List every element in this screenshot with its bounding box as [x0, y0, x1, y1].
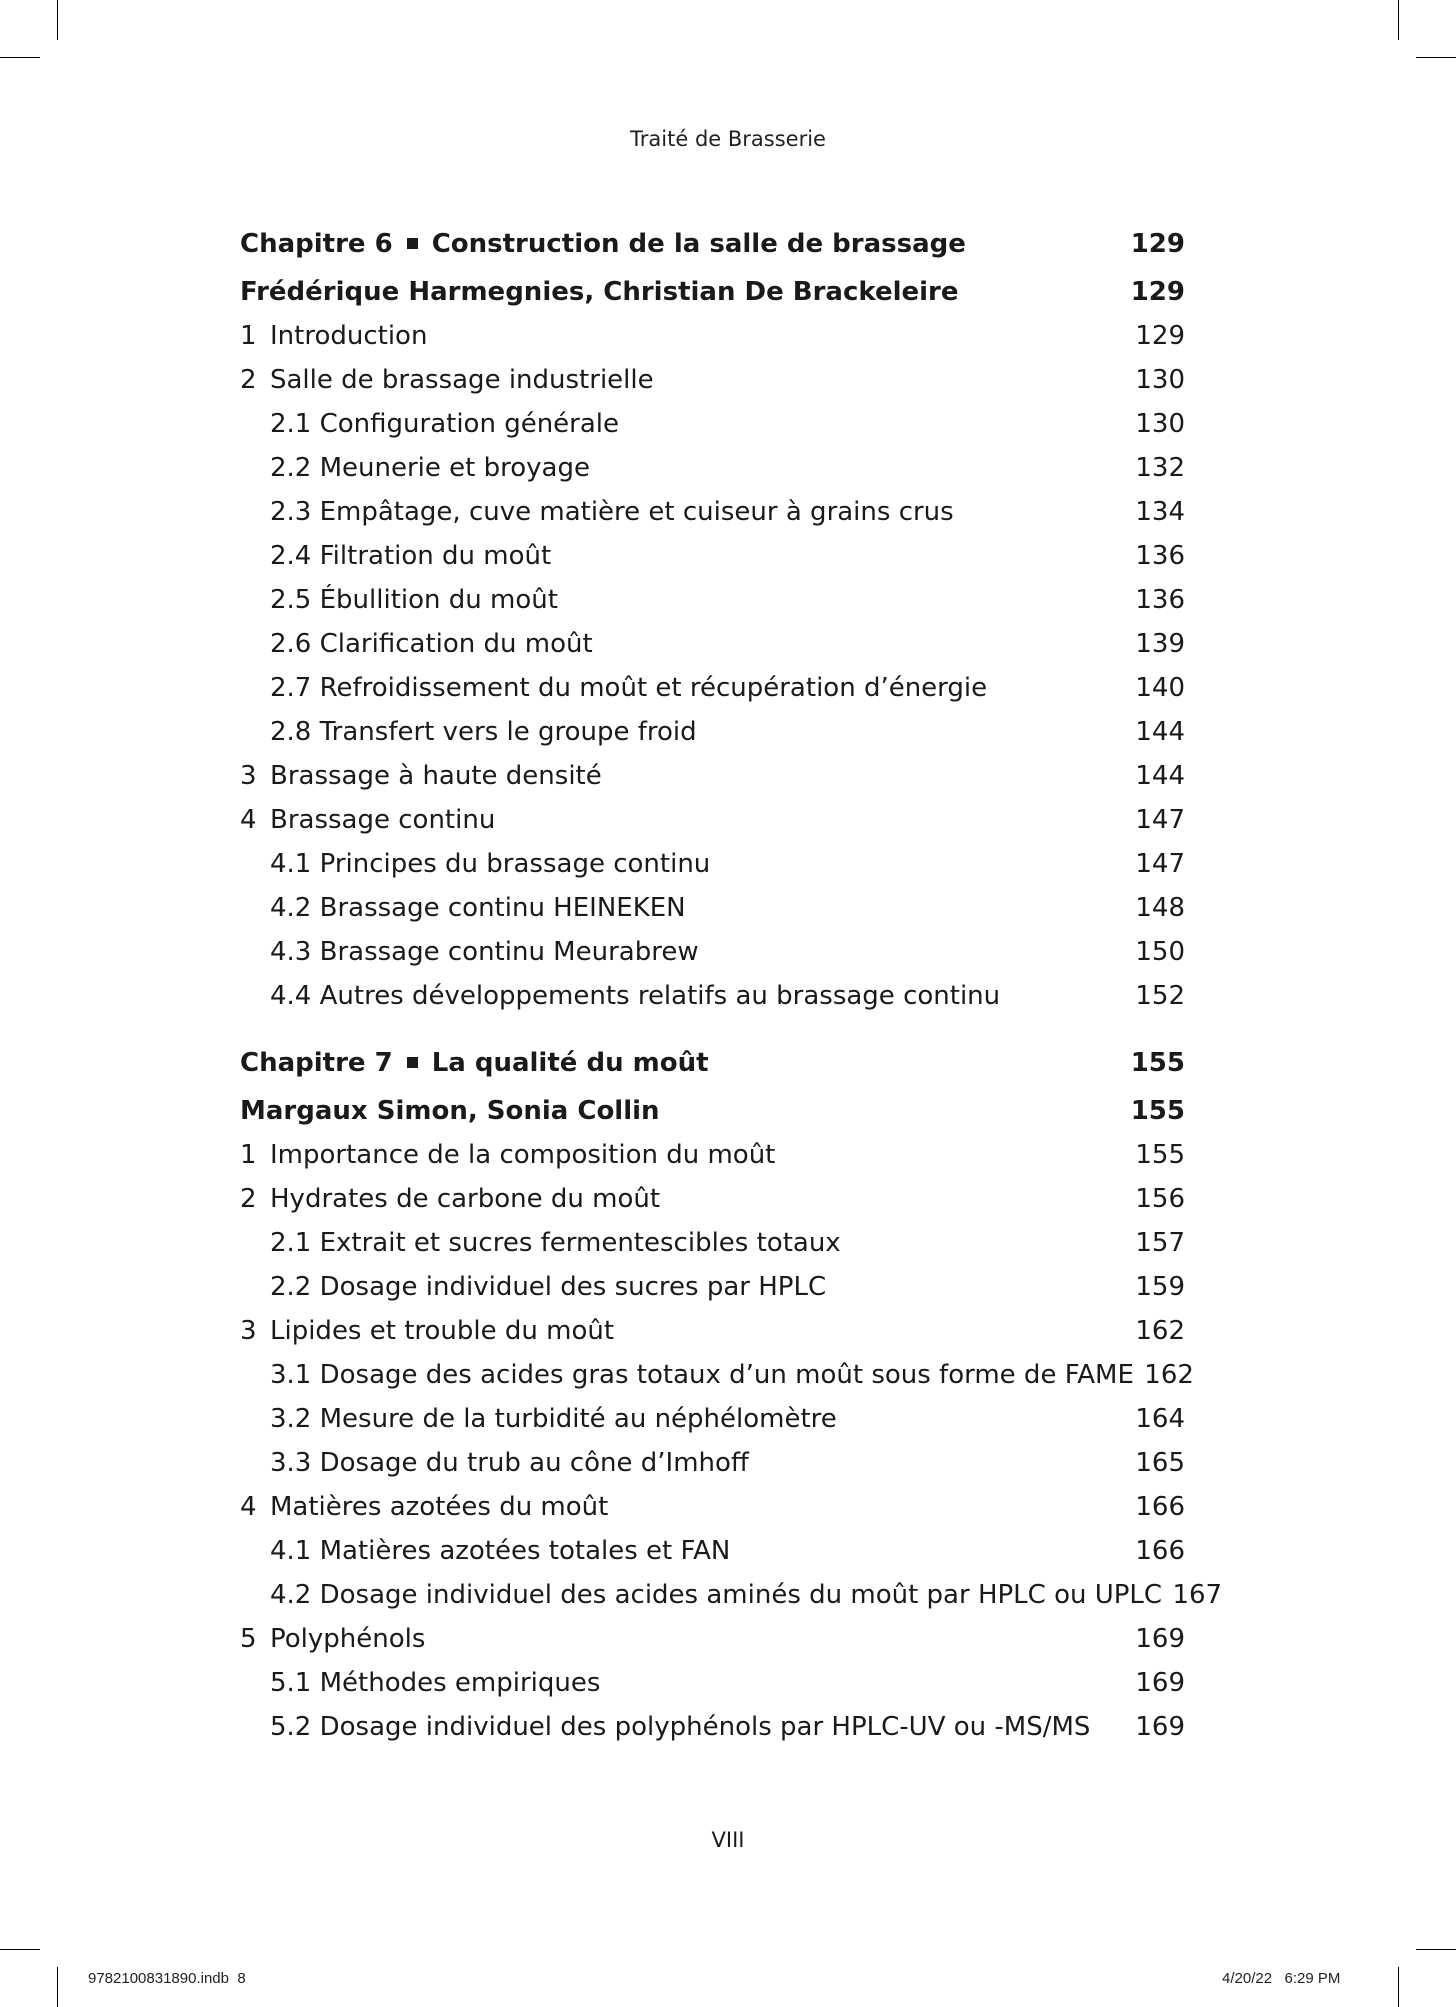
square-bullet-icon [407, 1057, 418, 1068]
toc-entry[interactable] [240, 360, 1185, 400]
entry-title: 4.2 Brassage continu HEINEKEN [270, 893, 686, 923]
entry-title: Introduction [270, 321, 428, 351]
slug-file [88, 1970, 246, 1987]
toc-entry[interactable] [240, 536, 1185, 576]
section-number: 5 [240, 1624, 257, 1654]
toc-entry[interactable] [240, 668, 1185, 708]
page-number: 155 [1130, 1048, 1185, 1078]
page-number: 148 [1135, 893, 1185, 923]
entry-title: 2.1 Extrait et sucres fermentescibles totaux [270, 1228, 841, 1258]
page-number: 150 [1135, 937, 1185, 967]
chapter-authors [240, 272, 1185, 312]
page-number: 157 [1135, 1228, 1185, 1258]
entry-title: Importance de la composition du moût [270, 1140, 776, 1170]
toc-entry[interactable] [240, 1267, 1185, 1307]
entry-title: 2.3 Empâtage, cuve matière et cuiseur à grains crus [270, 497, 954, 527]
page-number: 140 [1135, 673, 1185, 703]
page-number: 129 [1135, 321, 1185, 351]
section-number: 1 [240, 321, 257, 351]
toc-entry[interactable] [240, 404, 1185, 444]
entry-title: 2.7 Refroidissement du moût et récupération d’énergie [270, 673, 988, 703]
page-number: 156 [1135, 1184, 1185, 1214]
page-number: 167 [1172, 1580, 1223, 1610]
page-folio: VIII [711, 1828, 745, 1852]
chapter-heading[interactable] [240, 1043, 1185, 1083]
toc-entry[interactable] [240, 1399, 1185, 1439]
entry-title: 4.1 Matières azotées totales et FAN [270, 1536, 731, 1566]
page-number: 130 [1135, 409, 1185, 439]
toc-entry[interactable] [240, 1531, 1185, 1571]
entry-title: 3.1 Dosage des acides gras totaux d’un moût sous forme de FAME [270, 1360, 1134, 1390]
page-number: 169 [1135, 1624, 1185, 1654]
page-number: 132 [1135, 453, 1185, 483]
toc-entry[interactable] [240, 492, 1185, 532]
entry-title: Hydrates de carbone du moût [270, 1184, 661, 1214]
toc-entry[interactable] [240, 800, 1185, 840]
entry-title: 2.4 Filtration du moût [270, 541, 552, 571]
running-head: Traité de Brasserie [630, 127, 826, 151]
section-number: 4 [240, 805, 257, 835]
toc-entry[interactable] [240, 976, 1185, 1016]
entry-title: 3.3 Dosage du trub au cône d’Imhoff [270, 1448, 749, 1478]
chapter-label: Chapitre 6 [240, 229, 393, 259]
chapter-title: Construction de la salle de brassage [431, 229, 966, 259]
toc-entry[interactable] [240, 316, 1185, 356]
toc-entry[interactable] [240, 624, 1185, 664]
toc-entry[interactable] [240, 1707, 1185, 1747]
page-number: 147 [1135, 805, 1185, 835]
chapter-label: Chapitre 7 [240, 1048, 393, 1078]
page-number: 166 [1135, 1492, 1185, 1522]
crop-mark [1398, 1967, 1399, 2007]
slug-filename: 9782100831890.indb [88, 1970, 229, 1987]
crop-mark [57, 1967, 58, 2007]
toc-entry[interactable] [240, 712, 1185, 752]
page-number: 169 [1135, 1668, 1185, 1698]
entry-title: Polyphénols [270, 1624, 426, 1654]
toc-entry[interactable] [240, 1223, 1185, 1263]
page-number: 166 [1135, 1536, 1185, 1566]
entry-title: 2.8 Transfert vers le groupe froid [270, 717, 697, 747]
crop-mark [1416, 57, 1456, 58]
crop-mark [57, 0, 58, 40]
crop-mark [1416, 1949, 1456, 1950]
section-number: 3 [240, 761, 257, 791]
chapter-title: La qualité du moût [431, 1048, 709, 1078]
chapter-authors [240, 1091, 1185, 1131]
toc-entry[interactable] [240, 756, 1185, 796]
slug-datetime: 4/20/22 6:29 PM [1222, 1970, 1341, 1987]
page-number: 136 [1135, 541, 1185, 571]
toc-entry[interactable] [240, 580, 1185, 620]
page-number: 152 [1135, 981, 1185, 1011]
entry-title: 4.4 Autres développements relatifs au brassage continu [270, 981, 1001, 1011]
authors-text: Margaux Simon, Sonia Collin [240, 1096, 660, 1126]
entry-title: 2.5 Ébullition du moût [270, 585, 558, 615]
page-number: 169 [1135, 1712, 1185, 1742]
entry-title: Matières azotées du moût [270, 1492, 609, 1522]
toc-entry[interactable] [240, 1575, 1223, 1615]
toc-entry[interactable] [240, 1179, 1185, 1219]
square-bullet-icon [407, 238, 418, 249]
entry-title: 5.1 Méthodes empiriques [270, 1668, 601, 1698]
toc-entry[interactable] [240, 932, 1185, 972]
entry-title: 2.2 Dosage individuel des sucres par HPLC [270, 1272, 827, 1302]
entry-title: 2.2 Meunerie et broyage [270, 453, 590, 483]
entry-title: Lipides et trouble du moût [270, 1316, 615, 1346]
page-number: 129 [1130, 277, 1185, 307]
section-number: 2 [240, 1184, 257, 1214]
section-number: 2 [240, 365, 257, 395]
toc-entry[interactable] [240, 1135, 1185, 1175]
entry-title: 3.2 Mesure de la turbidité au néphélomètre [270, 1404, 837, 1434]
page-number: 155 [1130, 1096, 1185, 1126]
toc-entry[interactable] [240, 844, 1185, 884]
entry-title: 4.1 Principes du brassage continu [270, 849, 711, 879]
section-number: 4 [240, 1492, 257, 1522]
page-number: 164 [1135, 1404, 1185, 1434]
entry-title: 4.2 Dosage individuel des acides aminés du moût par HPLC ou UPLC [270, 1580, 1163, 1610]
page-number: 162 [1144, 1360, 1194, 1390]
entry-title: Brassage continu [270, 805, 496, 835]
page-number: 162 [1135, 1316, 1185, 1346]
entry-title: Salle de brassage industrielle [270, 365, 654, 395]
page-number: 136 [1135, 585, 1185, 615]
section-number: 3 [240, 1316, 257, 1346]
toc-entry[interactable] [240, 1311, 1185, 1351]
toc-entry[interactable] [240, 1487, 1185, 1527]
entry-title: Brassage à haute densité [270, 761, 602, 791]
entry-title: 5.2 Dosage individuel des polyphénols par HPLC-UV ou -MS/MS [270, 1712, 1091, 1742]
entry-title: 2.1 Configuration générale [270, 409, 620, 439]
page-number: 165 [1135, 1448, 1185, 1478]
toc-entry[interactable] [240, 888, 1185, 928]
page-number: 139 [1135, 629, 1185, 659]
page-number: 147 [1135, 849, 1185, 879]
crop-mark [0, 57, 40, 58]
entry-title: 4.3 Brassage continu Meurabrew [270, 937, 699, 967]
toc-entry[interactable] [240, 1355, 1194, 1395]
chapter-heading[interactable] [240, 224, 1185, 264]
page-number: 144 [1135, 717, 1185, 747]
toc-entry[interactable] [240, 1663, 1185, 1703]
page-number: 155 [1135, 1140, 1185, 1170]
toc-entry[interactable] [240, 1619, 1185, 1659]
crop-mark [0, 1949, 40, 1950]
page-number: 134 [1135, 497, 1185, 527]
page-number: 129 [1130, 229, 1185, 259]
page-number: 144 [1135, 761, 1185, 791]
page-number: 159 [1135, 1272, 1185, 1302]
crop-mark [1398, 0, 1399, 40]
toc-entry[interactable] [240, 448, 1185, 488]
slug-page: 8 [237, 1970, 246, 1987]
authors-text: Frédérique Harmegnies, Christian De Brackeleire [240, 277, 959, 307]
section-number: 1 [240, 1140, 257, 1170]
entry-title: 2.6 Clarification du moût [270, 629, 593, 659]
toc-entry[interactable] [240, 1443, 1185, 1483]
page-number: 130 [1135, 365, 1185, 395]
